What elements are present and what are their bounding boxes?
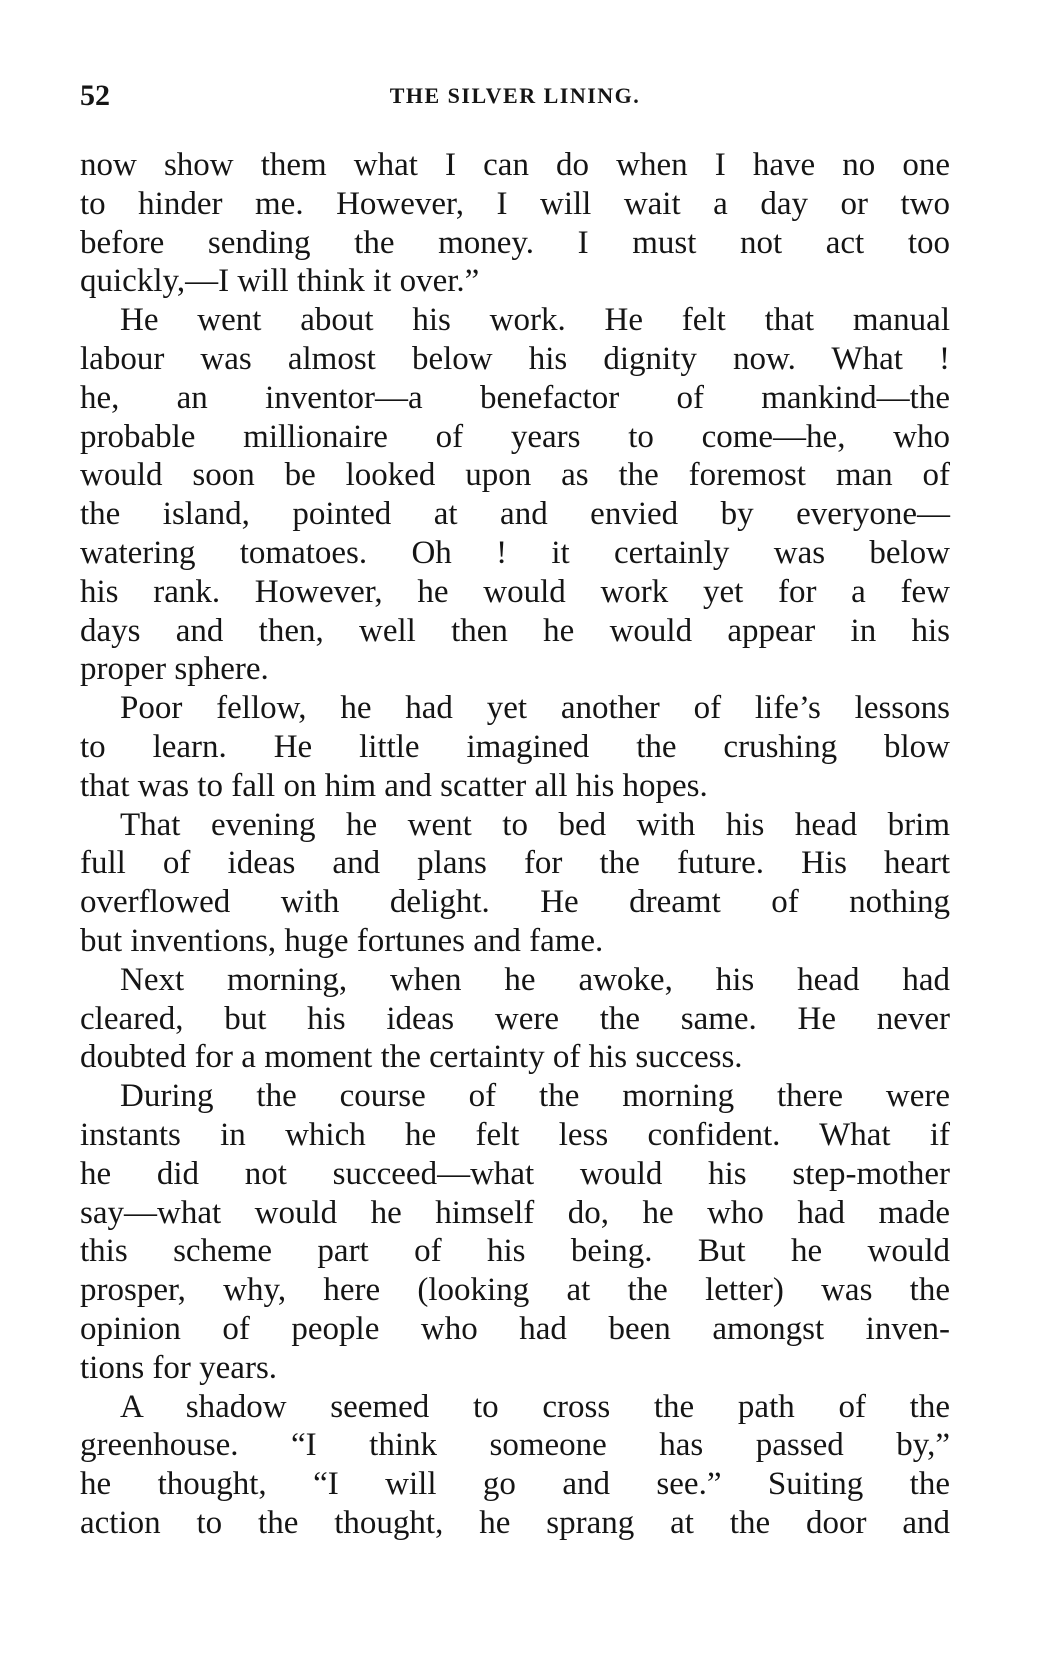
text-line: During the course of the morning there were [120,1078,950,1115]
text-line: this scheme part of his being. But he would [80,1233,950,1270]
text-line: he, an inventor—a benefactor of mankind—the [80,379,950,416]
text-line: prosper, why, here (looking at the letter) was the [80,1272,950,1309]
text-line: he did not succeed—what would his step-mother [80,1155,950,1192]
text-line: overflowed with delight. He dreamt of nothing [80,884,950,921]
running-header [80,76,940,116]
text-line: action to the thought, he sprang at the door and [80,1504,950,1541]
text-line: Poor fellow, he had yet another of life’s lessons [120,690,950,727]
text-line: cleared, but his ideas were the same. He never [80,1000,950,1037]
page-number: 52 [80,79,110,112]
text-line: proper sphere. [80,651,269,688]
text-line: days and then, well then he would appear in his [80,612,950,649]
text-line: doubted for a moment the certainty of his success. [80,1039,743,1076]
text-line: full of ideas and plans for the future. His heart [80,845,950,882]
text-line: He went about his work. He felt that manual [120,302,950,339]
text-line: that was to fall on him and scatter all his hopes. [80,767,708,804]
text-line: the island, pointed at and envied by everyone— [80,496,950,533]
body-text [80,146,950,1543]
text-line: say—what would he himself do, he who had made [80,1194,950,1231]
text-line: quickly,—I will think it over.” [80,263,480,300]
text-line: labour was almost below his dignity now. What ! [80,340,950,377]
text-line: but inventions, huge fortunes and fame. [80,922,604,959]
text-line: A shadow seemed to cross the path of the [120,1388,950,1425]
text-line: greenhouse. “I think someone has passed by,” [80,1427,950,1464]
text-line: now show them what I can do when I have no one [80,147,950,183]
text-line: tions for years. [80,1349,278,1386]
text-line: before sending the money. I must not act too [80,224,950,261]
text-line: instants in which he felt less confident. What if [80,1116,950,1153]
text-line: watering tomatoes. Oh ! it certainly was below [80,534,950,571]
text-line: would soon be looked upon as the foremost man of [80,457,950,494]
text-line: his rank. However, he would work yet for a few [80,573,950,610]
running-title: THE SILVER LINING. [389,83,641,108]
text-line: to hinder me. However, I will wait a day or two [80,185,950,222]
text-line: Next morning, when he awoke, his head had [120,961,950,998]
text-line: probable millionaire of years to come—he, who [80,418,950,455]
text-line: he thought, “I will go and see.” Suiting the [80,1466,950,1503]
text-line: to learn. He little imagined the crushing blow [80,728,950,765]
text-line: opinion of people who had been amongst inven- [80,1310,950,1347]
text-line: That evening he went to bed with his head brim [120,806,950,843]
